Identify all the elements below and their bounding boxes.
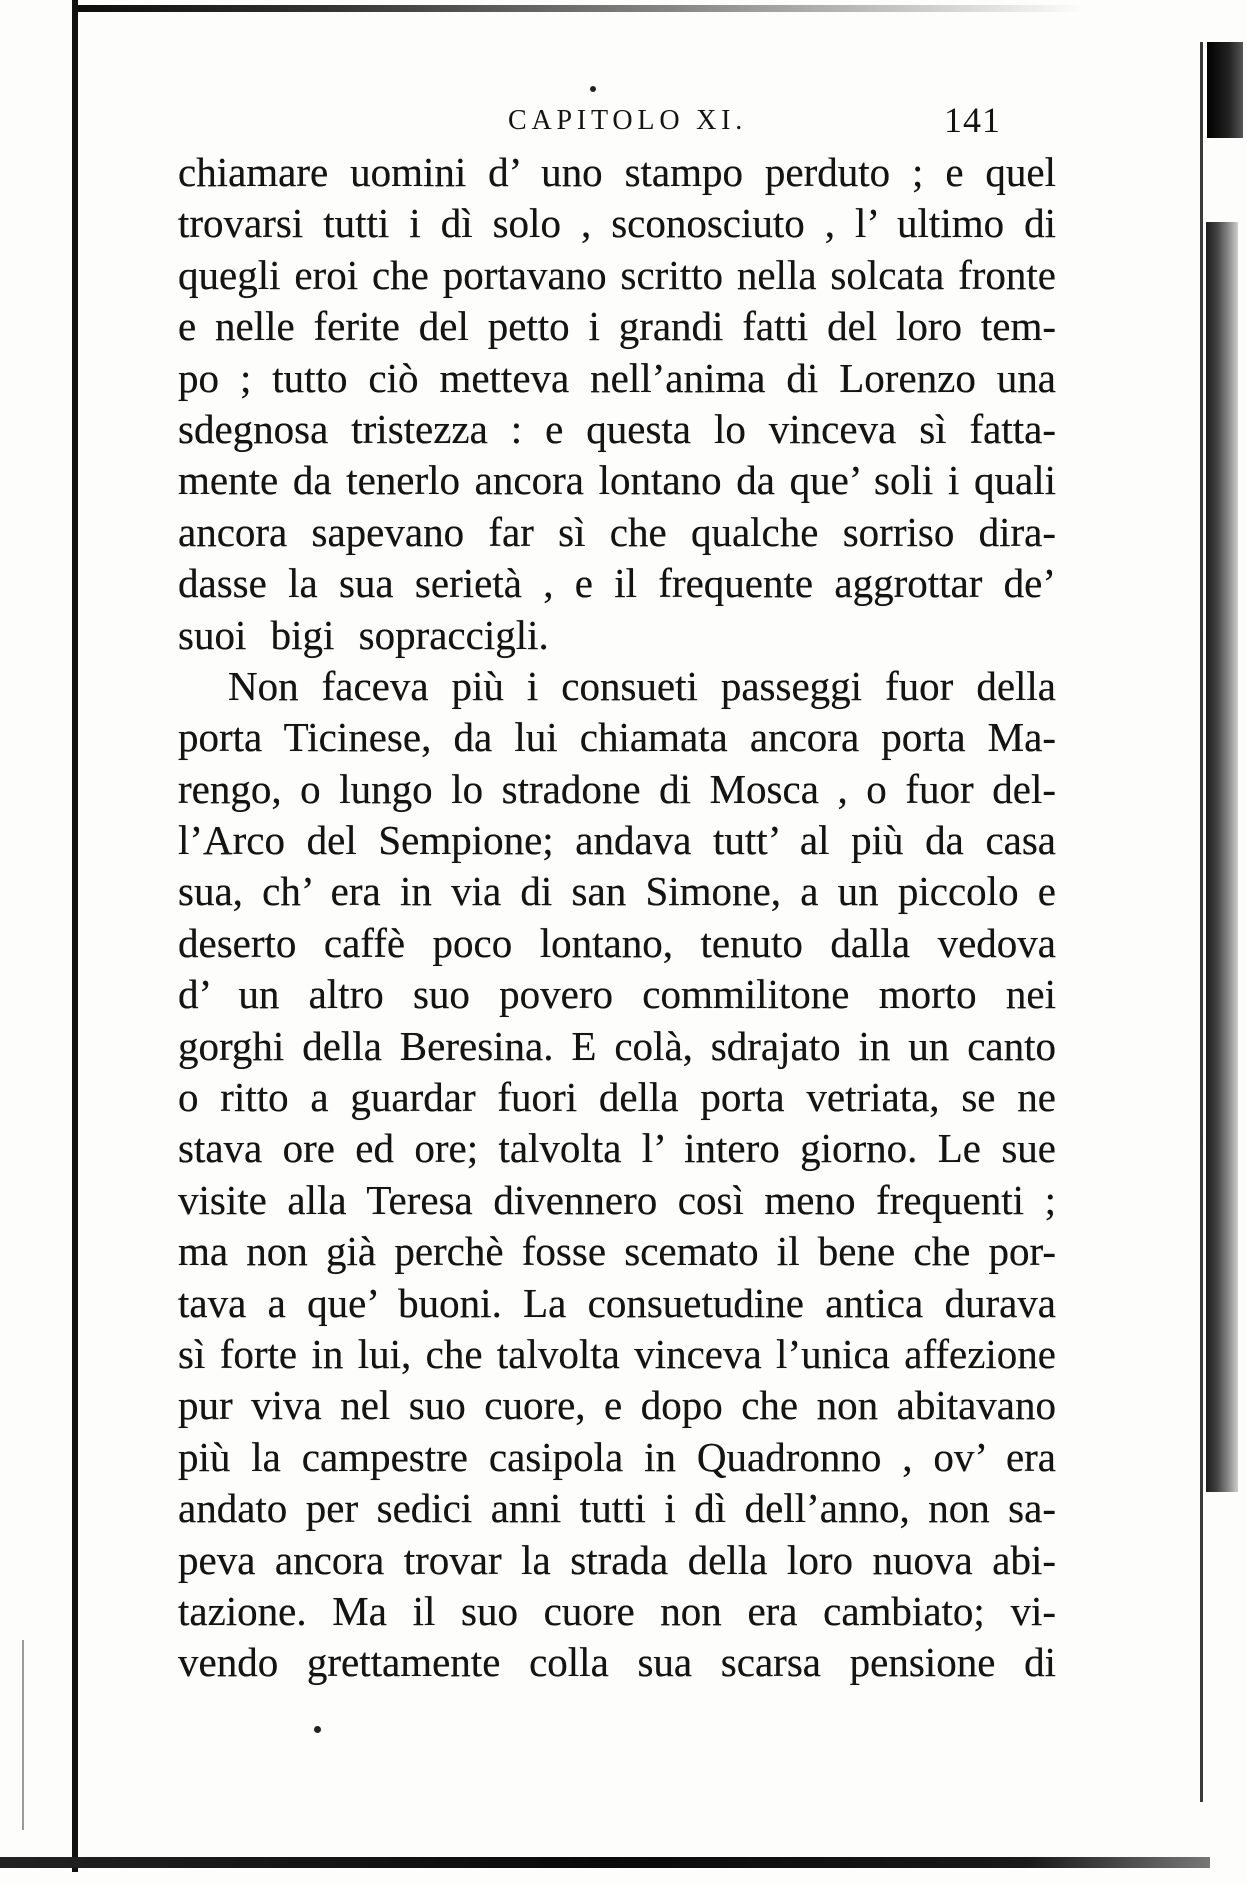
text-line: ma non già perchè fosse scemato il bene che por- — [178, 1228, 1056, 1275]
text-line: sua, ch’ era in via di san Simone, a un piccolo e — [178, 868, 1056, 915]
text-line: trovarsi tutti i dì solo , sconosciuto , l’ ultimo di — [178, 200, 1056, 247]
text-line: suoi bigi sopraccigli. — [178, 611, 549, 658]
page-border-left — [72, 0, 78, 1872]
binding-shadow-band — [1206, 222, 1238, 1492]
binding-shadow-top — [1207, 42, 1243, 138]
text-line: chiamare uomini d’ uno stampo perduto ; e quel — [178, 149, 1056, 195]
paragraph — [178, 661, 1056, 1689]
text-line: tava a que’ buoni. La consuetudine antica durava — [178, 1279, 1056, 1326]
text-line: d’ un altro suo povero commilitone morto nei — [178, 971, 1056, 1018]
text-line: peva ancora trovar la strada della loro nuova abi- — [178, 1536, 1056, 1583]
text-line: pur viva nel suo cuore, e dopo che non abitavano — [178, 1382, 1056, 1429]
text-line: Non faceva più i consueti passeggi fuor della — [228, 662, 1056, 709]
text-line: o ritto a guardar fuori della porta vetriata, se ne — [178, 1074, 1056, 1121]
text-line: quegli eroi che portavano scritto nella solcata fronte — [178, 251, 1056, 298]
text-line: sdegnosa tristezza : e questa lo vinceva sì fatta- — [178, 405, 1056, 452]
text-line: e nelle ferite del petto i grandi fatti del loro tem- — [178, 303, 1056, 350]
text-line: andato per sedici anni tutti i dì dell’anno, non sa- — [178, 1485, 1056, 1532]
page-edge-right — [1200, 42, 1203, 1802]
text-line: dasse la sua serietà , e il frequente aggrottar de’ — [178, 560, 1056, 607]
page-number: 141 — [944, 100, 1001, 140]
text-line: po ; tutto ciò metteva nell’anima di Lorenzo una — [178, 354, 1056, 401]
ink-speck — [314, 1726, 321, 1733]
text-line: vendo grettamente colla sua scarsa pensione di — [178, 1639, 1056, 1686]
text-line: rengo, o lungo lo stradone di Mosca , o fuor del- — [178, 765, 1056, 812]
paragraph — [178, 147, 1056, 661]
page-border-bottom — [0, 1857, 1210, 1868]
text-line: l’Arco del Sempione; andava tutt’ al più da casa — [178, 817, 1056, 864]
text-line: tazione. Ma il suo cuore non era cambiato; vi- — [178, 1587, 1056, 1634]
chapter-title: CAPITOLO XI. — [508, 105, 748, 136]
text-line: ancora sapevano far sì che qualche sorriso dira- — [178, 508, 1056, 555]
text-line: sì forte in lui, che talvolta vinceva l’unica affezione — [178, 1330, 1056, 1377]
text-line: visite alla Teresa divennero così meno frequenti ; — [178, 1176, 1056, 1223]
text-line: più la campestre casipola in Quadronno , ov’ era — [178, 1433, 1056, 1480]
text-line: gorghi della Beresina. E colà, sdrajato in un canto — [178, 1022, 1056, 1069]
scan-mark-left — [22, 1640, 24, 1830]
text-line: mente da tenerlo ancora lontano da que’ soli i quali — [178, 457, 1056, 504]
text-line: stava ore ed ore; talvolta l’ intero giorno. Le sue — [178, 1125, 1056, 1172]
ink-speck — [590, 86, 596, 92]
text-line: deserto caffè poco lontano, tenuto dalla vedova — [178, 919, 1056, 966]
page-border-top — [74, 5, 1084, 12]
text-line: porta Ticinese, da lui chiamata ancora porta Ma- — [178, 714, 1056, 761]
text-block — [178, 147, 1056, 1689]
